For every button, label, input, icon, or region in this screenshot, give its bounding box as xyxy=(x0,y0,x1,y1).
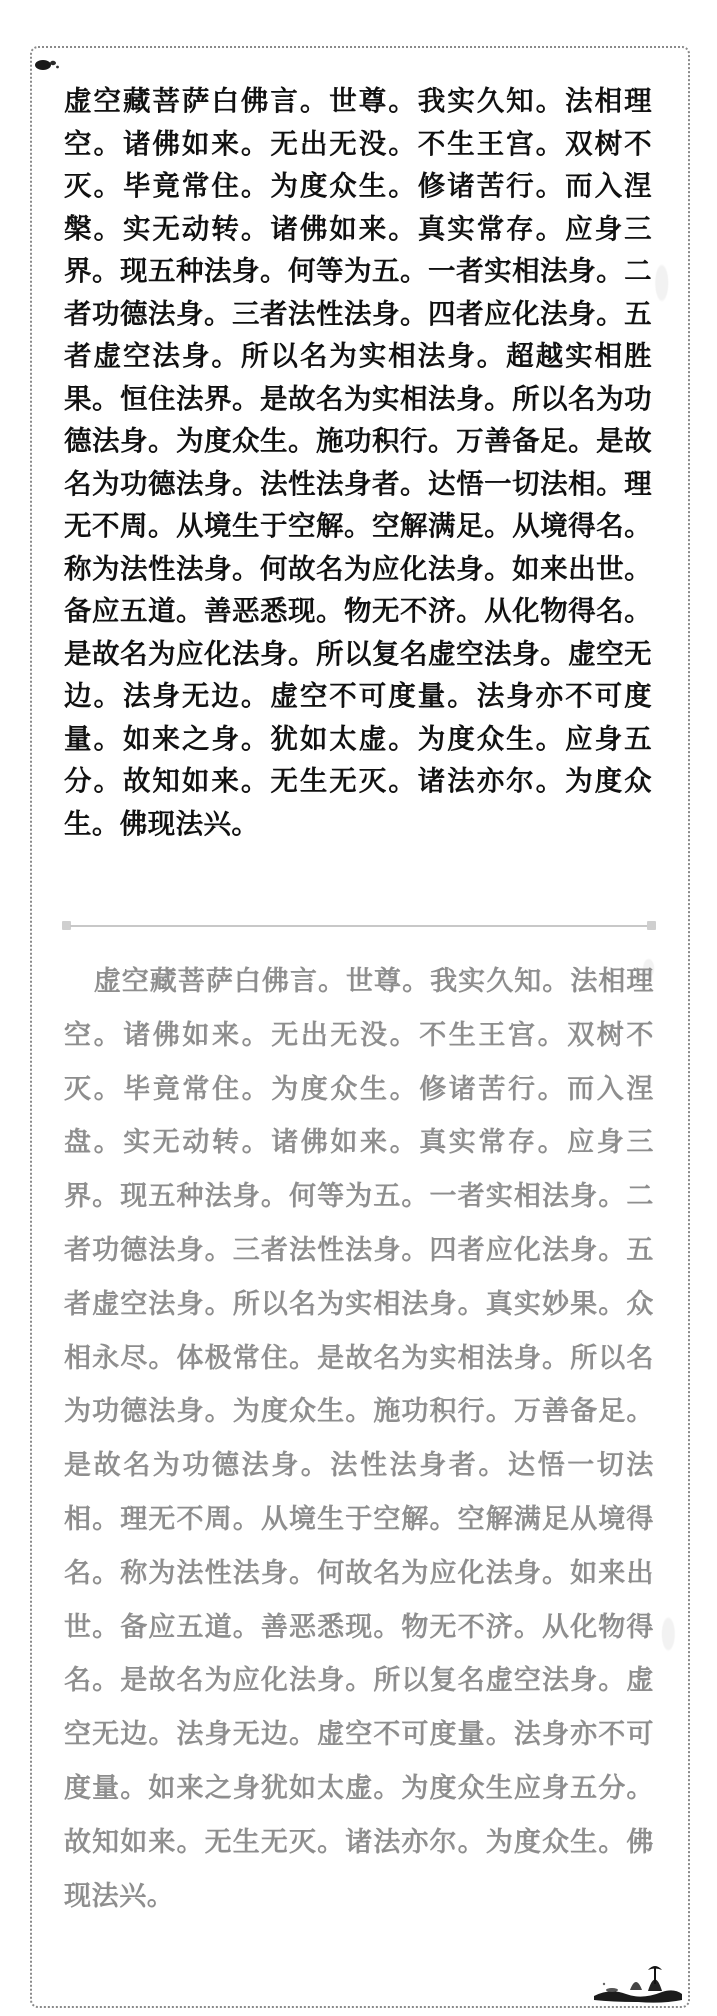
primary-passage: 虚空藏菩萨白佛言。世尊。我实久知。法相理空。诸佛如来。无出无没。不生王宫。双树不灭。毕竟常住。为度众生。修诸苦行。而入涅槃。实无动转。诸佛如来。真实常存。应身三界。现五种法身。何等为五。一者实相法身。二者功德法身。三者法性法身。四者应化法身。五者虚空法身。所以名为实相法身。超越实相胜果。恒住法界。是故名为实相法身。所以名为功德法身。为度众生。施功积行。万善备足。是故名为功德法身。法性法身者。达悟一切法相。理无不周。从境生于空解。空解满足。从境得名。称为法性法身。何故名为应化法身。如来出世。备应五道。善恶悉现。物无不济。从化物得名。是故名为应化法身。所以复名虚空法身。虚空无边。法身无边。虚空不可度量。法身亦不可度量。如来之身。犹如太虚。为度众生。应身五分。故知如来。无生无灭。诸法亦尔。为度众生。佛现法兴。 xyxy=(64,85,652,840)
ink-splash-icon xyxy=(34,58,60,72)
ink-landscape-icon xyxy=(592,1950,684,2006)
section-divider xyxy=(62,920,656,932)
divider-cap-right xyxy=(647,921,656,930)
divider-line xyxy=(70,925,648,927)
secondary-passage: 虚空藏菩萨白佛言。世尊。我实久知。法相理空。诸佛如来。无出无没。不生王宫。双树不灭。毕竟常住。为度众生。修诸苦行。而入涅盘。实无动转。诸佛如来。真实常存。应身三界。现五种法身。何等为五。一者实相法身。二者功德法身。三者法性法身。四者应化法身。五者虚空法身。所以名为实相法身。真实妙果。众相永尽。体极常住。是故名为实相法身。所以名为功德法身。为度众生。施功积行。万善备足。是故名为功德法身。法性法身者。达悟一切法相。理无不周。从境生于空解。空解满足从境得名。称为法性法身。何故名为应化法身。如来出世。备应五道。善恶悉现。物无不济。从化物得名。是故名为应化法身。所以复名虚空法身。虚空无边。法身无边。虚空不可度量。法身亦不可度量。如来之身犹如太虚。为度众生应身五分。故知如来。无生无灭。诸法亦尔。为度众生。佛现法兴。 xyxy=(64,966,654,1912)
